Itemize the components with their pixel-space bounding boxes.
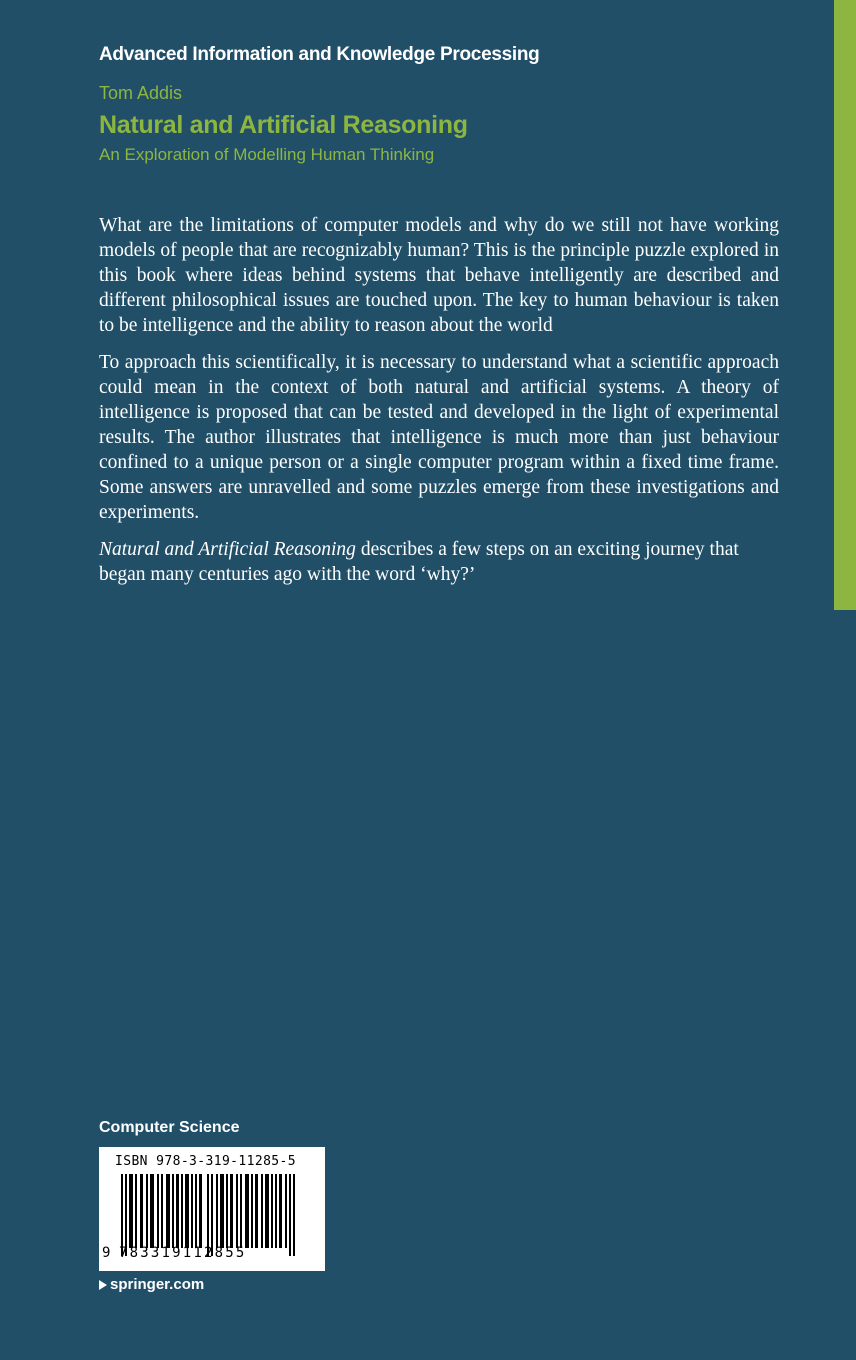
- ean-first-digit: 9: [102, 1245, 111, 1261]
- blurb-paragraph-1: What are the limitations of computer models and why do we still not have working models of people that are recognizably human? This is the principle puzzle explored in this book where ideas behind systems that behave intelligently are described and different philosophical issues are touched upon. The key to human behaviour is taken to be intelligence and the ability to reason about the world: [99, 215, 779, 336]
- subject-category: Computer Science: [99, 1119, 240, 1136]
- play-arrow-icon: [99, 1280, 107, 1290]
- blurb: [99, 213, 779, 599]
- isbn-barcode: [99, 1147, 325, 1271]
- publisher-link[interactable]: [99, 1276, 204, 1293]
- barcode-bars: [111, 1174, 311, 1256]
- ean-digits: 783319112855: [119, 1245, 247, 1261]
- series-title: Advanced Information and Knowledge Processing: [99, 44, 540, 65]
- blurb-paragraph-2: To approach this scientifically, it is necessary to understand what a scientific approach could mean in the context of both natural and artificial systems. A theory of intelligence is proposed that can be tested and developed in the light of experimental results. The author illustrates that intelligence is much more than just behaviour confined to a unique person or a single computer program within a fixed time frame. Some answers are unravelled and some puzzles emerge from these investigations and experiments.: [99, 352, 779, 523]
- blurb-paragraph-3-text: describes a few steps on an exciting journey that began many centuries ago with the word ‘why?’: [99, 539, 739, 585]
- publisher-url: springer.com: [110, 1276, 205, 1293]
- blurb-paragraph-3: [99, 537, 779, 587]
- author-name: Tom Addis: [99, 83, 183, 103]
- book-subtitle: An Exploration of Modelling Human Thinking: [99, 145, 435, 164]
- green-side-stripe: [834, 0, 856, 610]
- isbn-label: ISBN 978-3-319-11285-5: [115, 1154, 296, 1169]
- book-title: Natural and Artificial Reasoning: [99, 111, 468, 139]
- blurb-italic-title: Natural and Artificial Reasoning: [99, 539, 356, 560]
